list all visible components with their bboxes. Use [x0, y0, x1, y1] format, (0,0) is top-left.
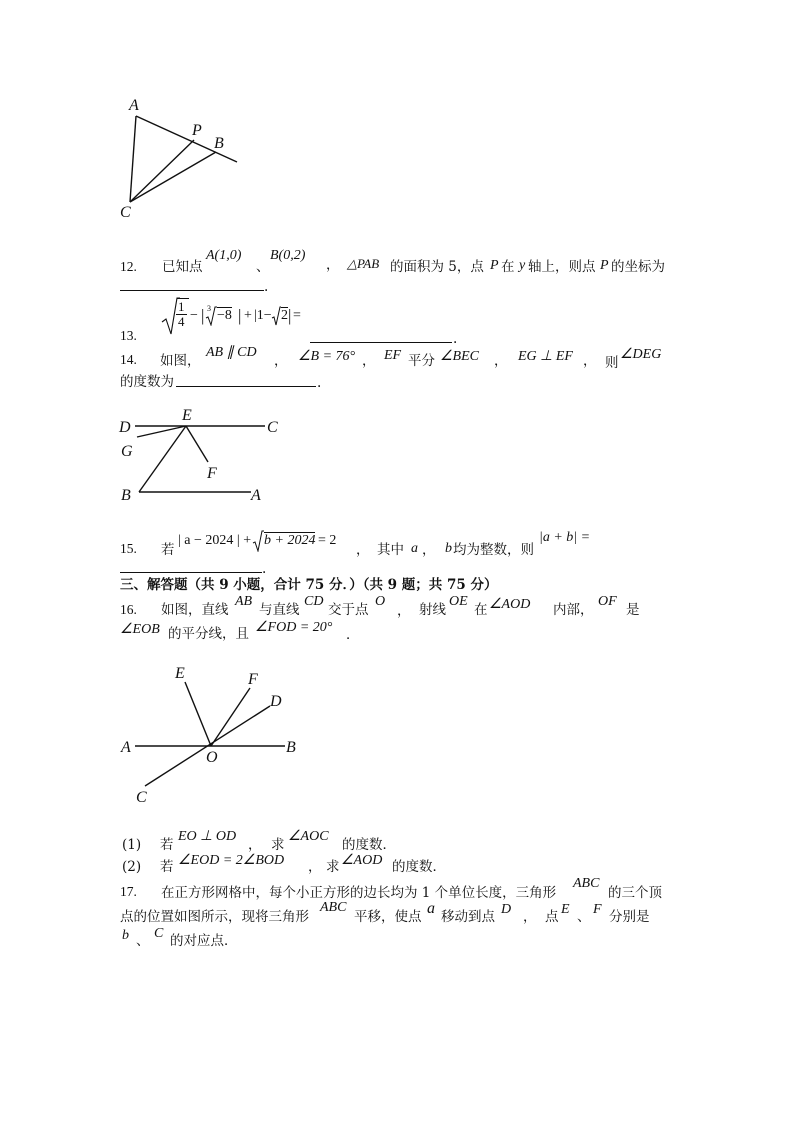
- label-p: P: [192, 122, 202, 139]
- q12-triangle: △PAB: [347, 256, 380, 271]
- q14-answer-blank: [176, 386, 316, 387]
- q17-d: D: [501, 902, 512, 917]
- q15-answer-blank: [120, 572, 262, 573]
- q16-sub1-text-2: 求: [271, 837, 285, 853]
- q16-text-4: 射线: [419, 602, 446, 618]
- q12-y: y: [519, 258, 526, 273]
- label-c: C: [136, 789, 147, 806]
- q17-number: 17.: [120, 884, 137, 899]
- q16-sub2-text-1: 若: [160, 859, 174, 875]
- q16-angle-aod: ∠AOD: [489, 597, 531, 612]
- q12-end: .: [264, 279, 269, 295]
- q17-e: E: [561, 902, 570, 917]
- cbrt-sign: [205, 306, 217, 326]
- q15-text-1: 若: [161, 542, 175, 558]
- q12-text-1: 已知点: [162, 259, 203, 275]
- q13-abs-close: |: [238, 306, 242, 325]
- q16-sub1-angle: ∠AOC: [288, 829, 329, 844]
- q12-comma: ，: [326, 257, 340, 273]
- q13-fraction: [176, 300, 187, 329]
- q17-sep: 、: [577, 909, 591, 925]
- q14-comma-1: ，: [274, 353, 288, 369]
- q16-cd: CD: [304, 594, 324, 609]
- q12-p2: P: [600, 258, 609, 273]
- q17-abc-2: ABC: [320, 900, 347, 915]
- q12-p1: P: [490, 258, 499, 273]
- q16-text-6: 内部，: [553, 602, 594, 618]
- q16-text-1: 如图，直线: [161, 602, 229, 618]
- q15-text-3: 均为整数，则: [453, 542, 534, 558]
- label-a: A: [251, 487, 261, 504]
- q17-text-1: 在正方形网格中，每个小正方形的边长均为 1 个单位长度，三角形: [161, 885, 557, 901]
- q15-abs-expr: | a − 2024 | +: [178, 533, 252, 548]
- q13-cbrt-index: 3: [207, 304, 211, 313]
- q13-abs-open: |: [201, 306, 205, 325]
- q13-abs2-open: |1−: [254, 308, 272, 323]
- label-c: C: [267, 419, 278, 436]
- q13-equals: =: [293, 308, 301, 323]
- q14-text-4: 的度数为: [120, 374, 174, 390]
- q13-frac-num: 1: [178, 299, 185, 314]
- q13-minus: −: [190, 308, 198, 323]
- q15-a: a: [411, 541, 418, 556]
- label-o: O: [206, 749, 218, 766]
- q14-text-1: 如图，: [160, 353, 201, 369]
- q14-angle-deg: ∠DEG: [620, 347, 662, 362]
- q17-b: b: [122, 928, 129, 943]
- q17-abc-1: ABC: [573, 876, 600, 891]
- figure-parallel-lines: [115, 400, 295, 510]
- q12-answer-blank: [120, 290, 264, 291]
- q15-sqrt-sign: [252, 530, 264, 552]
- q16-sub1-number: (1): [122, 837, 142, 853]
- label-e: E: [182, 407, 192, 424]
- q17-text-4: 平移，使点: [354, 909, 422, 925]
- q17-c: C: [154, 926, 164, 941]
- q16-number: 16.: [120, 602, 137, 617]
- q14-angle-bec: ∠BEC: [440, 349, 479, 364]
- q16-sub1-condition: EO ⊥ OD: [178, 829, 237, 844]
- q14-number: 14.: [120, 352, 137, 367]
- q14-ef: EF: [384, 348, 402, 363]
- q16-ab: AB: [235, 594, 253, 609]
- q15-text-2: 其中: [377, 542, 404, 558]
- q15-b: b: [445, 541, 452, 556]
- label-e: E: [175, 665, 185, 682]
- label-g: G: [121, 443, 133, 460]
- q15-end: .: [262, 561, 267, 577]
- q14-comma-3: ，: [494, 353, 508, 369]
- q13-plus: +: [244, 308, 252, 323]
- q13-frac-den: 4: [178, 314, 185, 329]
- q15-sqrt-body: b + 2024: [264, 533, 316, 548]
- q17-text-5: 移动到点: [441, 909, 495, 925]
- q16-sub2-text-2: 求: [326, 859, 340, 875]
- q15-comma-2: ，: [422, 542, 436, 558]
- label-a: A: [129, 97, 139, 114]
- q16-sub1-comma: ，: [248, 837, 262, 853]
- q14-end: .: [317, 375, 322, 391]
- q17-text-8: 的对应点．: [170, 933, 238, 949]
- label-b: B: [121, 487, 131, 504]
- q17-comma: ，: [523, 909, 537, 925]
- q16-text-3: 交于点: [328, 602, 369, 618]
- label-c: C: [120, 204, 131, 221]
- label-b: B: [214, 135, 224, 152]
- section-3-title: 三、解答题（共 9 小题，合计 75 分．）（共 9 题；共 75 分）: [120, 577, 498, 593]
- q12-text-3: 在: [501, 259, 515, 275]
- q13-sqrt2: 2: [281, 308, 288, 323]
- q14-comma-2: ，: [362, 353, 376, 369]
- q16-sub2-text-3: 的度数．: [392, 859, 446, 875]
- q13-abs2-close: |: [288, 306, 292, 325]
- q16-text-2: 与直线: [259, 602, 300, 618]
- q13-answer-blank: [310, 342, 452, 343]
- q15-comma-1: ，: [356, 542, 370, 558]
- q17-text-3: 点的位置如图所示，现将三角形: [120, 909, 309, 925]
- q17-a: a: [427, 900, 435, 917]
- q15-abs-ab: |a + b| =: [539, 530, 591, 545]
- sqrt-bar: [177, 298, 189, 299]
- q14-angle-b: ∠B = 76°: [298, 349, 356, 364]
- q17-f: F: [593, 902, 602, 917]
- figure-intersecting-lines: [115, 660, 315, 810]
- q12-text-2: 的面积为 5，点: [390, 259, 484, 275]
- q16-of: OF: [598, 594, 617, 609]
- q17-sep-2: 、: [136, 933, 150, 949]
- q14-text-3: 则: [605, 355, 619, 371]
- q12-sep: 、: [256, 259, 270, 275]
- label-b: B: [286, 739, 296, 756]
- q13-cbrt-body: −8: [217, 308, 232, 323]
- figure-triangle-apbc: [110, 90, 250, 225]
- q16-text-5: 在: [474, 602, 488, 618]
- q16-sub2-condition: ∠EOD = 2∠BOD: [178, 853, 285, 868]
- q16-sub2-number: (2): [122, 859, 142, 875]
- q16-text-8: 的平分线，且: [168, 626, 249, 642]
- q16-text-7: 是: [626, 602, 640, 618]
- q15-number: 15.: [120, 541, 137, 556]
- q16-sub1-text-3: 的度数．: [342, 837, 396, 853]
- q16-sub1-text-1: 若: [160, 837, 174, 853]
- q14-parallel: AB ∥ CD: [206, 345, 257, 360]
- label-f: F: [207, 465, 217, 482]
- q15-equals: = 2: [318, 533, 337, 548]
- q16-angle-fod: ∠FOD = 20°: [255, 620, 333, 635]
- q14-text-2: 平分: [408, 353, 435, 369]
- q12-text-4: 轴上，则点: [528, 259, 596, 275]
- q12-point-b: B(0,2): [270, 248, 306, 263]
- q12-text-5: 的坐标为: [611, 259, 665, 275]
- q16-sub2-comma: ，: [308, 859, 322, 875]
- q14-comma-4: ，: [583, 353, 597, 369]
- q16-comma-1: ，: [397, 603, 411, 619]
- q17-text-7: 分别是: [609, 909, 650, 925]
- q16-sub2-angle: ∠AOD: [341, 853, 383, 868]
- q12-point-a: A(1,0): [206, 248, 242, 263]
- q17-text-2: 的三个顶: [608, 885, 662, 901]
- label-f: F: [248, 671, 258, 688]
- q16-oe: OE: [449, 594, 468, 609]
- label-d: D: [270, 693, 282, 710]
- sqrt2-sign: [271, 306, 281, 326]
- q16-angle-eob: ∠EOB: [120, 622, 160, 637]
- q12-number: 12.: [120, 259, 137, 274]
- label-d: D: [119, 419, 131, 436]
- q14-perp: EG ⊥ EF: [518, 349, 573, 364]
- q16-o: O: [375, 594, 386, 609]
- q17-text-6: 点: [545, 909, 559, 925]
- q13-end: .: [453, 331, 458, 347]
- q16-end: ．: [346, 627, 360, 643]
- label-a: A: [121, 739, 131, 756]
- q13-number: 13.: [120, 328, 137, 343]
